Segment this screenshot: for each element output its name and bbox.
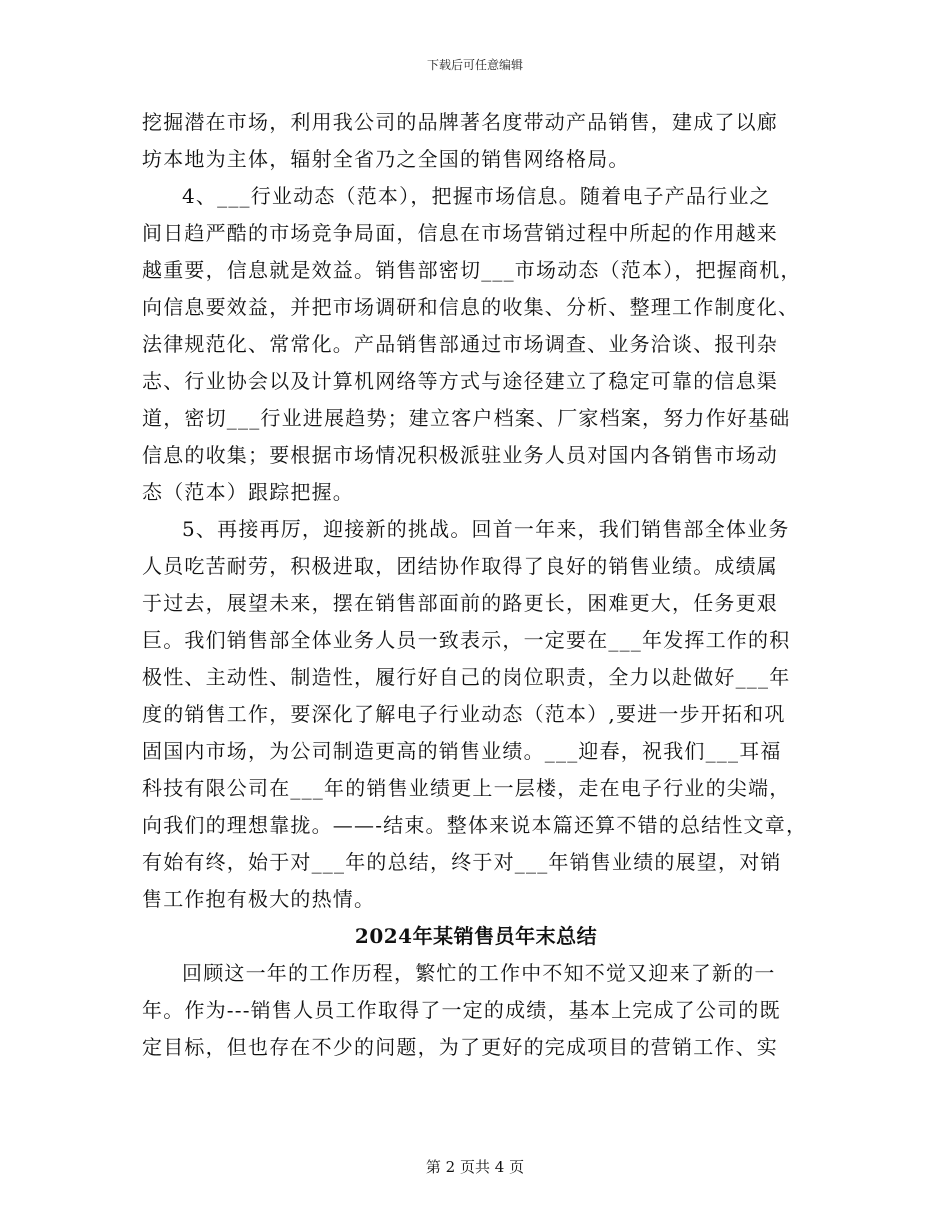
text-line: 态（范本）跟踪把握。 — [142, 480, 354, 504]
page-header: 下载后可任意编辑 — [426, 58, 523, 72]
document-body — [142, 104, 810, 1066]
text-line: 法律规范化、常常化。产品销售部通过市场调查、业务洽谈、报刊杂 — [142, 332, 778, 356]
text-line: 信息的收集；要根据市场情况积极派驻业务人员对国内各销售市场动 — [142, 443, 778, 467]
text-line: 科技有限公司在___年的销售业绩更上一层楼，走在电子行业的尖端， — [142, 776, 791, 800]
page-footer: 第 2 页共 4 页 — [425, 1158, 525, 1176]
text-line: 定目标，但也存在不少的问题，为了更好的完成项目的营销工作、实 — [142, 1035, 778, 1059]
text-line: 度的销售工作，要深化了解电子行业动态（范本）,要进一步开拓和巩 — [142, 702, 786, 726]
text-line: 向我们的理想靠拢。——-结束。整体来说本篇还算不错的总结性文章， — [142, 813, 808, 837]
text-line: 人员吃苦耐劳，积极进取，团结协作取得了良好的销售业绩。成绩属 — [142, 554, 778, 578]
text-line: 坊本地为主体，辐射全省乃之全国的销售网络格局。 — [142, 147, 630, 171]
text-line: 巨。我们销售部全体业务人员一致表示，一定要在___年发挥工作的积 — [142, 628, 791, 652]
text-line: 固国内市场，为公司制造更高的销售业绩。___迎春，祝我们___耳福 — [142, 739, 782, 763]
text-line: 售工作抱有极大的热情。 — [142, 887, 376, 911]
text-line: 挖掘潜在市场，利用我公司的品牌著名度带动产品销售，建成了以廊 — [142, 110, 778, 134]
text-line: 年。作为---销售人员工作取得了一定的成绩，基本上完成了公司的既 — [142, 998, 781, 1022]
text-line: 于过去，展望未来，摆在销售部面前的路更长，困难更大，任务更艰 — [142, 591, 778, 615]
text-line: 5、再接再厉，迎接新的挑战。回首一年来，我们销售部全体业务 — [182, 517, 790, 541]
text-line: 极性、主动性、制造性，履行好自己的岗位职责，全力以赴做好___年 — [142, 665, 791, 689]
text-line: 道，密切___行业进展趋势；建立客户档案、厂家档案，努力作好基础 — [142, 406, 791, 430]
text-line: 越重要，信息就是效益。销售部密切___市场动态（范本），把握商机， — [142, 258, 802, 282]
text-line: 4、___行业动态（范本），把握市场信息。随着电子产品行业之 — [182, 184, 771, 208]
text-line: 向信息要效益，并把市场调研和信息的收集、分析、整理工作制度化、 — [142, 295, 800, 319]
text-line: 间日趋严酷的市场竞争局面，信息在市场营销过程中所起的作用越来 — [142, 221, 778, 245]
text-line: 有始有终，始于对___年的总结，终于对___年销售业绩的展望，对销 — [142, 850, 782, 874]
text-line: 回顾这一年的工作历程，繁忙的工作中不知不觉又迎来了新的一 — [182, 961, 776, 985]
section-heading: 2024年某销售员年末总结 — [354, 924, 598, 948]
text-line: 志、行业协会以及计算机网络等方式与途径建立了稳定可靠的信息渠 — [142, 369, 778, 393]
